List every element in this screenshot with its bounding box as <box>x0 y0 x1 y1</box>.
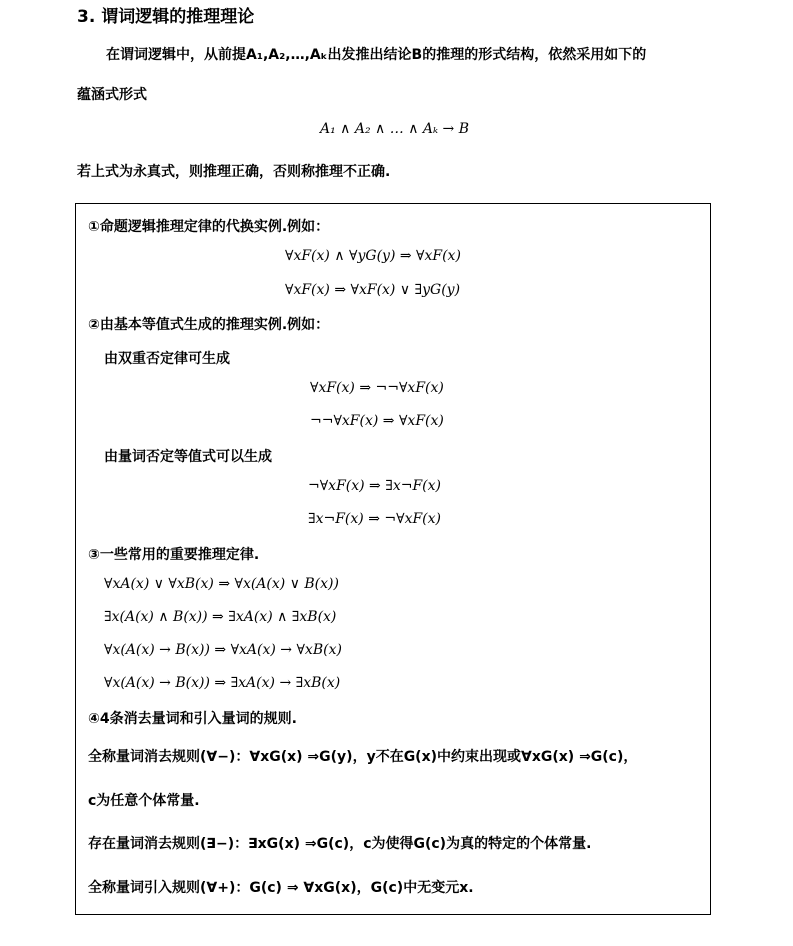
section-1-title: ①命题逻辑推理定律的代换实例.例如： <box>88 219 330 235</box>
intro-line-2: 蕴涵式形式 <box>77 87 147 103</box>
intro-formula: A₁ ∧ A₂ ∧ … ∧ Aₖ → B <box>320 121 470 137</box>
formula-1-2: ∀xF(x) ⇒ ∀xF(x) ∨ ∃yG(y) <box>285 282 461 298</box>
rule-universal-introduction: 全称量词引入规则(∀+)：G(c) ⇒ ∀xG(x)，G(c)中无变元x. <box>88 880 474 896</box>
formula-1-1: ∀xF(x) ∧ ∀yG(y) ⇒ ∀xF(x) <box>285 248 461 264</box>
formula-2-2: ¬¬∀xF(x) ⇒ ∀xF(x) <box>310 413 444 429</box>
formula-3-1: ∀xA(x) ∨ ∀xB(x) ⇒ ∀x(A(x) ∨ B(x)) <box>104 576 339 592</box>
section-heading: 3. 谓词逻辑的推理理论 <box>77 7 255 27</box>
section-2-subheading-2: 由量词否定等值式可以生成 <box>104 449 272 465</box>
section-2-title: ②由基本等值式生成的推理实例.例如： <box>88 317 330 333</box>
formula-2-3: ¬∀xF(x) ⇒ ∃x¬F(x) <box>308 478 441 494</box>
formula-3-4: ∀x(A(x) → B(x)) ⇒ ∃xA(x) → ∃xB(x) <box>104 675 341 691</box>
formula-2-1: ∀xF(x) ⇒ ¬¬∀xF(x) <box>310 380 444 396</box>
section-4-title: ④4条消去量词和引入量词的规则. <box>88 711 297 727</box>
section-2-subheading-1: 由双重否定律可生成 <box>104 351 230 367</box>
formula-2-4: ∃x¬F(x) ⇒ ¬∀xF(x) <box>308 511 441 527</box>
intro-note: 若上式为永真式，则推理正确，否则称推理不正确. <box>77 164 391 180</box>
formula-3-3: ∀x(A(x) → B(x)) ⇒ ∀xA(x) → ∀xB(x) <box>104 642 342 658</box>
section-3-title: ③一些常用的重要推理定律. <box>88 547 260 563</box>
rule-existential-elimination: 存在量词消去规则(∃−)：∃xG(x) ⇒G(c)，c为使得G(c)为真的特定的个体常量. <box>88 836 592 852</box>
intro-line-1: 在谓词逻辑中，从前提A₁,A₂,…,Aₖ出发推出结论B的推理的形式结构，依然采用如下的 <box>106 47 647 63</box>
formula-3-2: ∃x(A(x) ∧ B(x)) ⇒ ∃xA(x) ∧ ∃xB(x) <box>104 609 337 625</box>
rule-universal-elimination: 全称量词消去规则(∀−)：∀xG(x) ⇒G(y)，y不在G(x)中约束出现或∀xG(x) ⇒G(c)， <box>88 749 638 765</box>
rule-universal-elimination-cont: c为任意个体常量. <box>88 793 200 809</box>
